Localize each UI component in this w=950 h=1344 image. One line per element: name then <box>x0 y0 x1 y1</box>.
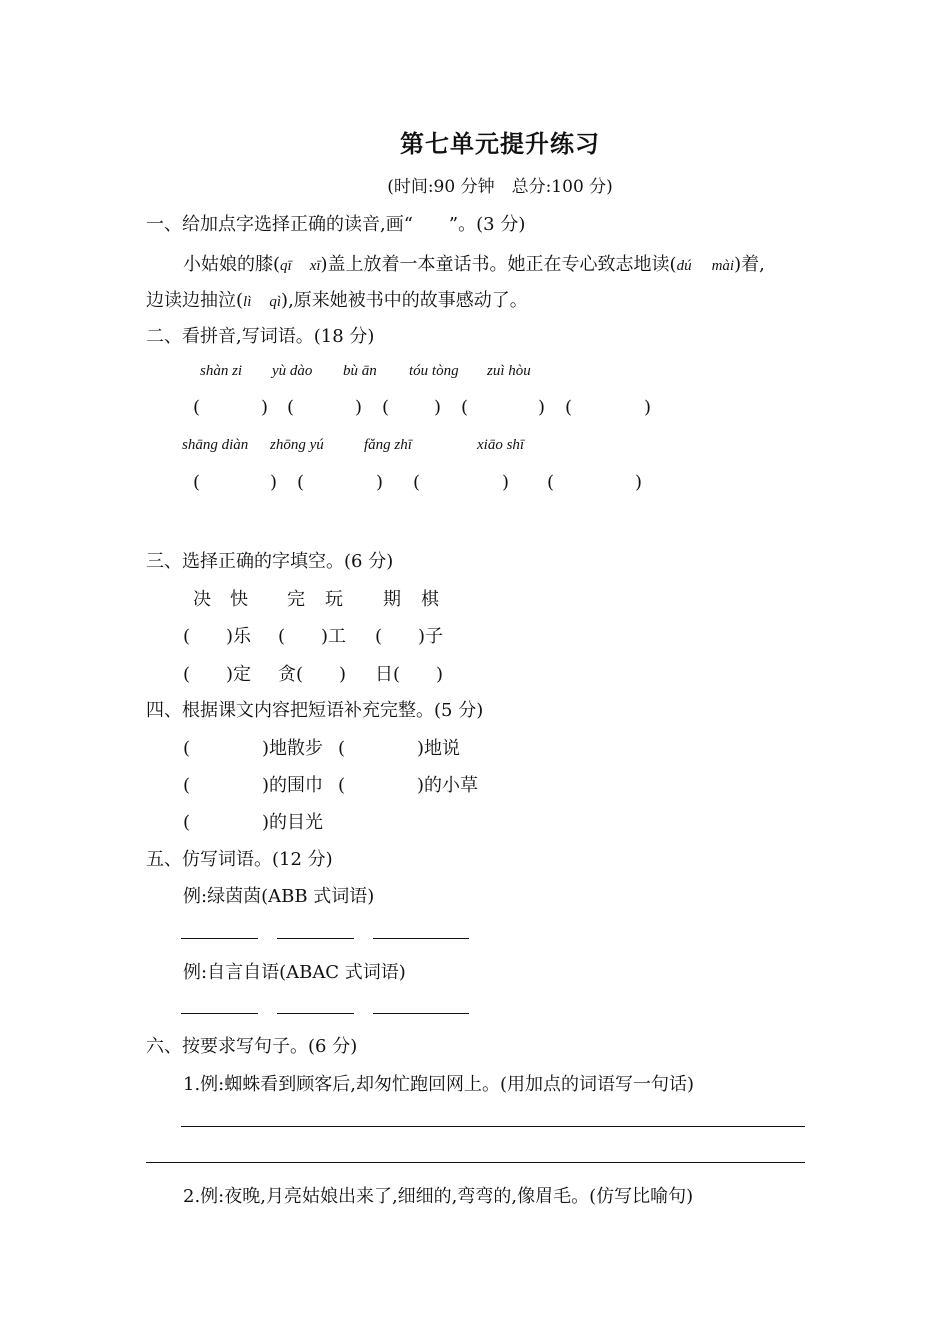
pinyin-word: zuì hòu <box>487 363 531 379</box>
answer-paren-open: ( <box>413 472 421 493</box>
answer-line[interactable] <box>181 1013 258 1014</box>
pinyin-option-qi2: qì <box>269 294 282 310</box>
q6-item-2: 2.例:夜晚,月亮姑娘出来了,细细的,弯弯的,像眉毛。(仿写比喻句) <box>183 1186 694 1207</box>
time-score-info: (时间:90 分钟 总分:100 分) <box>387 177 613 197</box>
pinyin-word: shàn zi <box>200 363 243 379</box>
pinyin-word: xiāo shī <box>477 437 525 453</box>
fill-item: 日( ) <box>375 664 444 685</box>
pinyin-option-du: dú <box>676 258 692 274</box>
q1-text-d: 边读边抽泣( <box>146 290 244 311</box>
answer-paren-open: ( <box>565 397 573 418</box>
q5-example-abac: 例:自言自语(ABAC 式词语) <box>183 962 406 983</box>
fill-item: 贪( ) <box>278 664 347 685</box>
answer-line[interactable] <box>277 1013 354 1014</box>
phrase-item: ( )的目光 <box>183 812 324 833</box>
answer-line[interactable] <box>373 938 469 939</box>
answer-paren-open: ( <box>547 472 555 493</box>
pinyin-word: tóu tòng <box>409 363 459 379</box>
char-choice: 棋 <box>421 589 439 610</box>
answer-line[interactable] <box>181 938 258 939</box>
q6-item-1: 1.例:蜘蛛看到顾客后,却匆忙跑回网上。(用加点的词语写一句话) <box>183 1074 695 1095</box>
q4-heading: 四、根据课文内容把短语补充完整。(5 分) <box>146 700 484 721</box>
pinyin-word: zhōng yú <box>270 437 324 453</box>
pinyin-word: fǎng zhī <box>364 437 412 453</box>
char-choice: 完 <box>287 589 305 610</box>
q1-sentence-line1 <box>183 250 765 276</box>
q1-text-b: )盖上放着一本童话书。她正在专心致志地读( <box>320 254 677 275</box>
q1-text-a: 小姑娘的膝( <box>183 254 281 275</box>
char-choice: 玩 <box>325 589 343 610</box>
q6-heading: 六、按要求写句子。(6 分) <box>146 1036 358 1057</box>
fill-item: ( )子 <box>375 626 444 647</box>
answer-paren-open: ( <box>297 472 305 493</box>
q1-heading: 一、给加点字选择正确的读音,画“ ”。(3 分) <box>146 214 526 235</box>
fill-item: ( )乐 <box>183 626 252 647</box>
answer-paren-open: ( <box>287 397 295 418</box>
page-title: 第七单元提升练习 <box>400 129 600 158</box>
answer-paren-close: ) <box>644 397 652 418</box>
pinyin-option-xi: xī <box>309 258 321 274</box>
answer-paren-open: ( <box>193 472 201 493</box>
answer-paren-close: ) <box>502 472 510 493</box>
answer-paren-open: ( <box>461 397 469 418</box>
answer-paren-open: ( <box>382 397 390 418</box>
phrase-item: ( )地散步 <box>183 738 324 759</box>
fill-item: ( )定 <box>183 664 252 685</box>
char-choice: 期 <box>383 589 401 610</box>
q2-heading: 二、看拼音,写词语。(18 分) <box>146 326 375 347</box>
char-choice: 决 <box>193 589 211 610</box>
q5-example-abb: 例:绿茵茵(ABB 式词语) <box>183 886 375 907</box>
pinyin-word: shāng diàn <box>182 437 249 453</box>
phrase-item: ( )地说 <box>338 738 461 759</box>
pinyin-option-mai: mài <box>711 258 735 274</box>
q1-text-c: )着, <box>734 254 765 275</box>
phrase-item: ( )的围巾 <box>183 775 324 796</box>
q3-heading: 三、选择正确的字填空。(6 分) <box>146 551 394 572</box>
answer-line[interactable] <box>277 938 354 939</box>
answer-paren-close: ) <box>261 397 269 418</box>
answer-paren-close: ) <box>635 472 643 493</box>
answer-paren-close: ) <box>355 397 363 418</box>
answer-line[interactable] <box>181 1126 805 1127</box>
char-choice: 快 <box>230 589 248 610</box>
answer-paren-close: ) <box>376 472 384 493</box>
pinyin-option-li: lì <box>243 294 252 310</box>
answer-line[interactable] <box>146 1162 805 1163</box>
answer-paren-close: ) <box>434 397 442 418</box>
q5-heading: 五、仿写词语。(12 分) <box>146 849 333 870</box>
pinyin-word: yù dào <box>272 363 313 379</box>
phrase-item: ( )的小草 <box>338 775 479 796</box>
answer-paren-close: ) <box>538 397 546 418</box>
pinyin-word: bù ān <box>343 363 377 379</box>
pinyin-option-qi: qī <box>280 258 292 274</box>
q1-sentence-line2 <box>146 286 528 312</box>
answer-line[interactable] <box>373 1013 469 1014</box>
answer-paren-close: ) <box>270 472 278 493</box>
fill-item: ( )工 <box>278 626 347 647</box>
answer-paren-open: ( <box>193 397 201 418</box>
q1-text-e: ),原来她被书中的故事感动了。 <box>281 290 528 311</box>
